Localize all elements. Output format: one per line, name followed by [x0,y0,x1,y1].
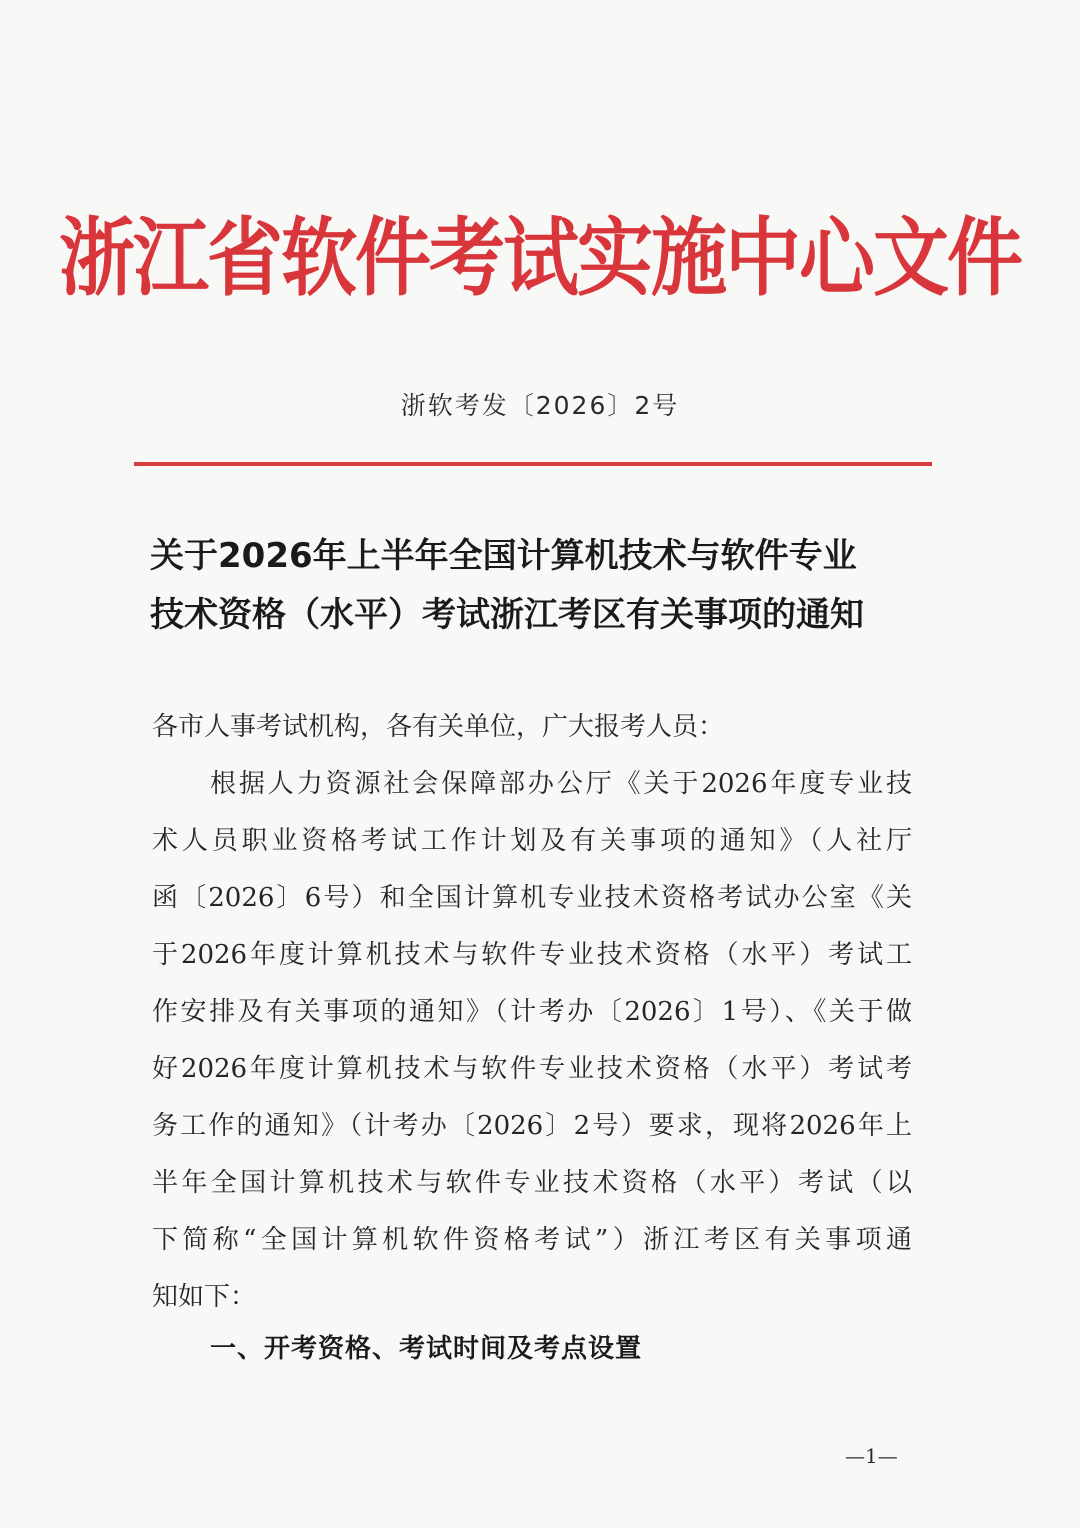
body-text-line: 于2026年度计算机技术与软件专业技术资格（水平）考试工 [152,940,912,970]
body-text-line: 好2026年度计算机技术与软件专业技术资格（水平）考试考 [152,1054,912,1084]
body-text-line: 术人员职业资格考试工作计划及有关事项的通知》（人社厅 [152,826,912,856]
body-text-line: 作安排及有关事项的通知》（计考办〔2026〕1号）、《关于做 [152,997,912,1027]
salutation: 各市人事考试机构，各有关单位，广大报考人员： [152,712,725,742]
body-text-line: 务工作的通知》（计考办〔2026〕2号）要求，现将2026年上 [152,1111,912,1141]
body-text-line: 半年全国计算机技术与软件专业技术资格（水平）考试（以 [152,1168,912,1198]
red-divider-rule [134,462,932,466]
notice-title-line-1: 关于2026年上半年全国计算机技术与软件专业 [150,536,857,576]
body-text-line: 根据人力资源社会保障部办公厅《关于2026年度专业技 [210,769,912,799]
body-text-line: 函〔2026〕6号）和全国计算机专业技术资格考试办公室《关 [152,883,912,913]
body-text-line: 知如下： [152,1282,257,1312]
issuing-authority-header: 浙江省软件考试实施中心文件 [59,207,1021,308]
notice-title-line-2: 技术资格（水平）考试浙江考区有关事项的通知 [150,595,864,635]
page-number: —1— [845,1444,898,1468]
body-text-line: 下简称“全国计算机软件资格考试”）浙江考区有关事项通 [152,1225,912,1255]
section-heading: 一、开考资格、考试时间及考点设置 [210,1334,643,1364]
document-number: 浙软考发〔2026〕2号 [400,391,680,420]
